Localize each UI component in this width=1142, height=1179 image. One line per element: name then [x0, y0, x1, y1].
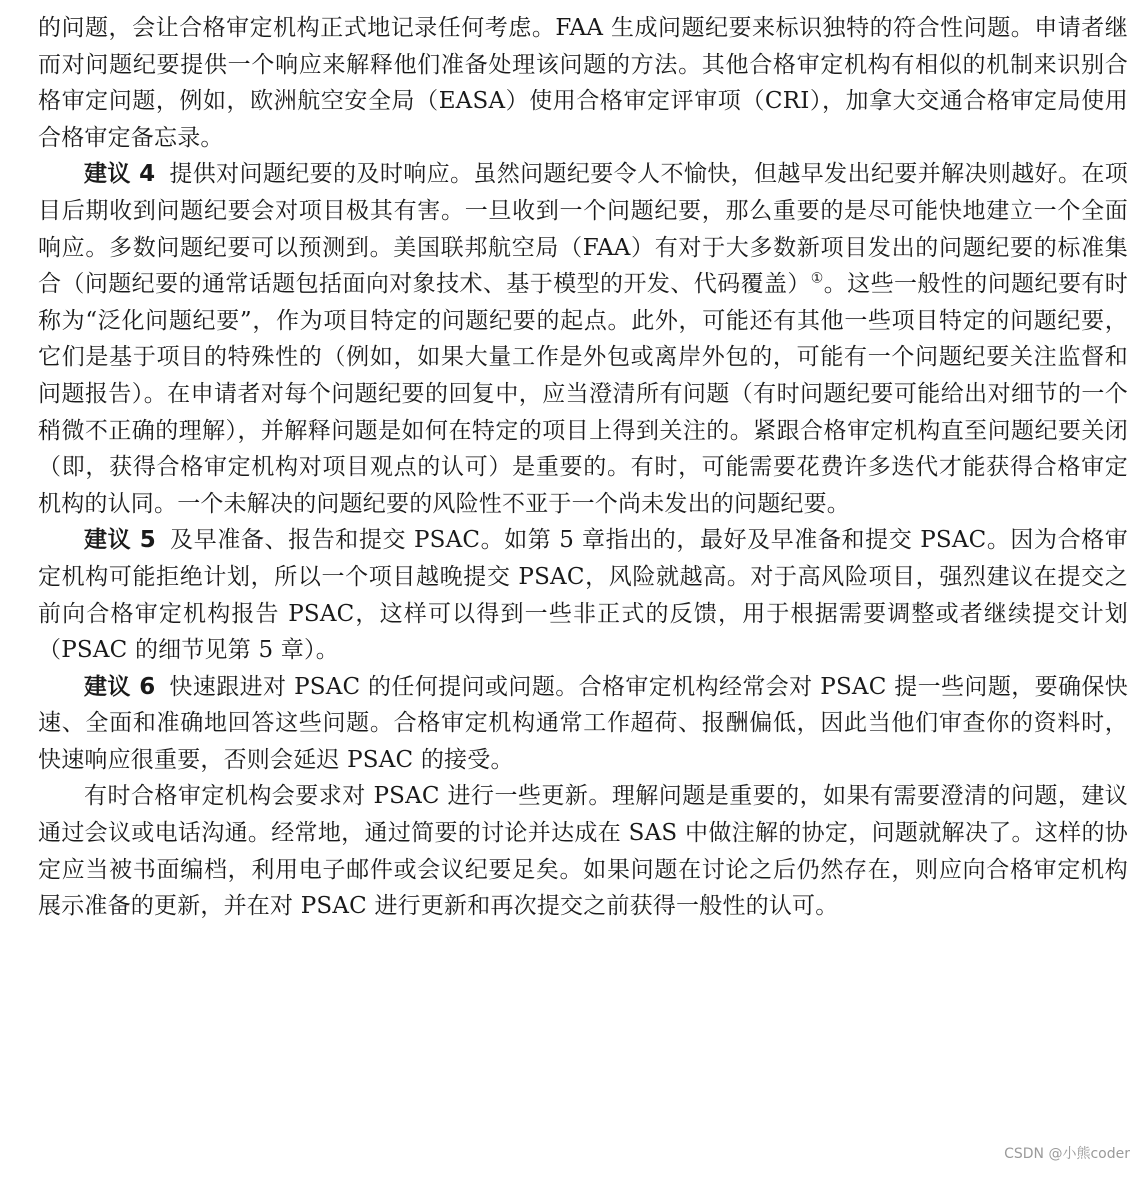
- paragraph-text: 的问题，会让合格审定机构正式地记录任何考虑。FAA 生成问题纪要来标识独特的符合性问题。申请者继而对问题纪要提供一个响应来解释他们准备处理该问题的方法。其他合格审定机构有相似的机制来识别合格审定问题，例如，欧洲航空安全局（EASA）使用合格审定评审项（CRI），加拿大交通合格审定局使用合格审定备忘录。: [38, 15, 1128, 151]
- recommendation-label: 建议 4: [84, 161, 156, 188]
- document-page: [38, 10, 1128, 925]
- recommendation-6: [38, 669, 1128, 779]
- recommendation-label: 建议 5: [84, 527, 156, 554]
- recommendation-label: 建议 6: [84, 673, 156, 700]
- recommendation-5: [38, 522, 1128, 668]
- footnote-mark[interactable]: ①: [810, 270, 824, 287]
- paragraph-psac-updates: [38, 778, 1128, 924]
- paragraph-continuation: [38, 10, 1128, 156]
- paragraph-text: 快速跟进对 PSAC 的任何提问或问题。合格审定机构经常会对 PSAC 提一些问题，要确保快速、全面和准确地回答这些问题。合格审定机构通常工作超荷、报酬偏低，因此当他们审查你的资料时，快速响应很重要，否则会延迟 PSAC 的接受。: [38, 673, 1128, 773]
- recommendation-4: [38, 156, 1128, 522]
- paragraph-text: 有时合格审定机构会要求对 PSAC 进行一些更新。理解问题是重要的，如果有需要澄清的问题，建议通过会议或电话沟通。经常地，通过简要的讨论并达成在 SAS 中做注解的协定，问题就解决了。这样的协定应当被书面编档，利用电子邮件或会议纪要足矣。如果问题在讨论之后仍然存在，则应向合格审定机构展示准备的更新，并在对 PSAC 进行更新和再次提交之前获得一般性的认可。: [38, 783, 1128, 920]
- paragraph-text: 及早准备、报告和提交 PSAC。如第 5 章指出的，最好及早准备和提交 PSAC。因为合格审定机构可能拒绝计划，所以一个项目越晚提交 PSAC，风险就越高。对于高风险项目，强烈建议在提交之前向合格审定机构报告 PSAC，这样可以得到一些非正式的反馈，用于根据需要调整或者继续提交计划（PSAC 的细节见第 5 章）。: [38, 527, 1128, 664]
- paragraph-text: 提供对问题纪要的及时响应。虽然问题纪要令人不愉快，但越早发出纪要并解决则越好。在项目后期收到问题纪要会对项目极其有害。一旦收到一个问题纪要，那么重要的是尽可能快地建立一个全面响应。多数问题纪要可以预测到。美国联邦航空局（FAA）有对于大多数新项目发出的问题纪要的标准集合（问题纪要的通常话题包括面向对象技术、基于模型的开发、代码覆盖）: [38, 161, 1129, 298]
- paragraph-text: 。这些一般性的问题纪要有时称为“泛化问题纪要”，作为项目特定的问题纪要的起点。此外，可能还有其他一些项目特定的问题纪要，它们是基于项目的特殊性的（例如，如果大量工作是外包或离岸外包的，可能有一个问题纪要关注监督和问题报告）。在申请者对每个问题纪要的回复中，应当澄清所有问题（有时问题纪要可能给出对细节的一个稍微不正确的理解），并解释问题是如何在特定的项目上得到关注的。紧跟合格审定机构直至问题纪要关闭（即，获得合格审定机构对项目观点的认可）是重要的。有时，可能需要花费许多迭代才能获得合格审定机构的认同。一个未解决的问题纪要的风险性不亚于一个尚未发出的问题纪要。: [38, 271, 1128, 517]
- csdn-watermark: CSDN @小熊coder: [1004, 1146, 1130, 1162]
